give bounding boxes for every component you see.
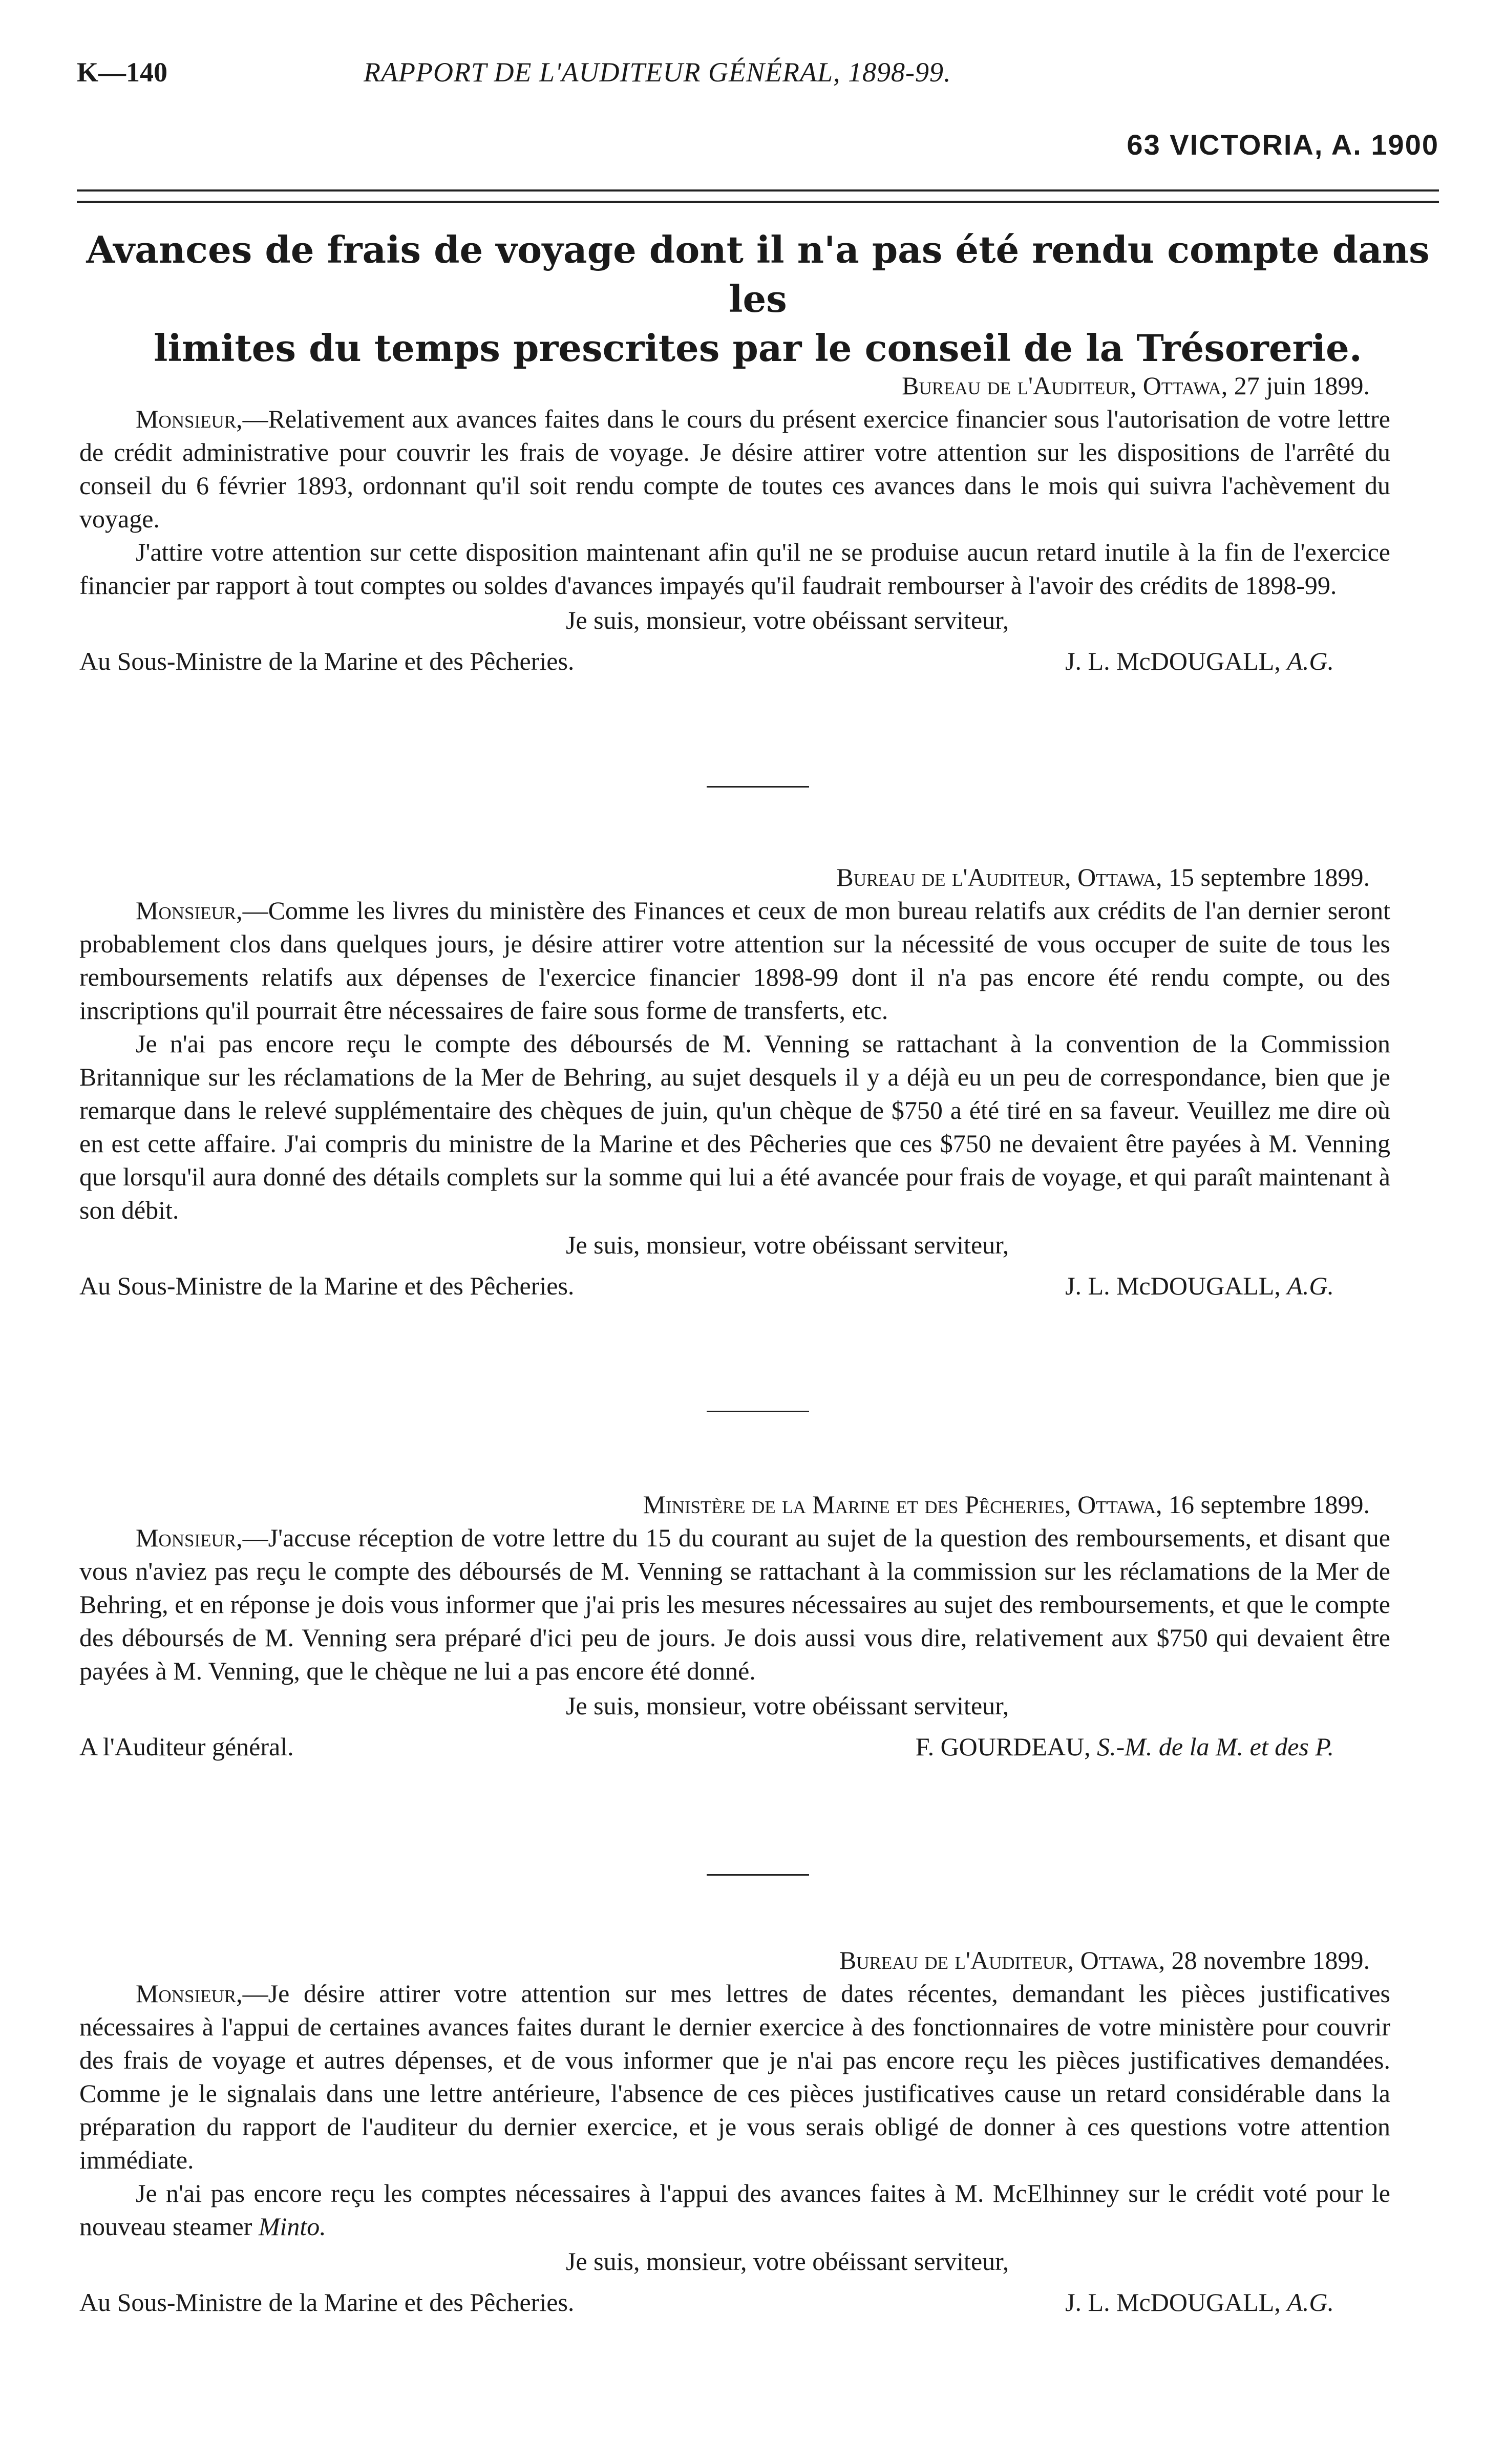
letter-paragraph: Je n'ai pas encore reçu le compte des déboursés de M. Venning se rattachant à la convention de la Commission Britannique sur les réclamations de la Mer de Behring, au sujet desquels il y a déjà eu un peu de correspondance, bien que je remarque dans le relevé supplémentaire des chèques de juin, qu'un chèque de $750 a été tiré en sa faveur. Veuillez me dire où en est cette affaire. J'ai compris du ministre de la Marine et des Pêcheries que ces $750 ne devaient être payées à M. Venning que lorsqu'il aura donné des détails complets sur la somme qui lui a été avancée pour frais de voyage, et qui paraît maintenant à son débit.: [79, 1029, 1390, 1224]
letter-paragraph: [79, 1977, 1390, 2177]
letter-closing: Je suis, monsieur, votre obéissant serviteur,: [566, 2247, 1009, 2276]
letter-salutation: Monsieur,: [136, 1979, 243, 2008]
letter-office: Bureau de l'Auditeur,: [839, 1946, 1074, 1974]
signature-title: S.-M. de la M. et des P.: [1097, 1732, 1334, 1761]
letter-dateline: [79, 860, 1390, 894]
letter-paragraph: J'attire votre attention sur cette disposition maintenant afin qu'il ne se produise aucun retard inutile à la fin de l'exercice financier par rapport à tout comptes ou soldes d'avances impayés qu'il faudrait rembourser à l'avoir des crédits de 1898-99.: [79, 538, 1390, 600]
section-title-line-2: limites du temps prescrites par le conseil de la Trésorerie.: [154, 326, 1362, 370]
letter-salutation: Monsieur,: [136, 1523, 243, 1552]
letter-paragraph-text: —Je désire attirer votre attention sur mes lettres de dates récentes, demandant les pièces justificatives nécessaires à l'appui de certaines avances faites durant le dernier exercice à des fonctionnaires de votre ministère pour couvrir des frais de voyage et autres dépenses, et de vous informer que je n'ai pas encore reçu les pièces justificatives demandées. Comme je le signalais dans une lettre antérieure, l'absence de ces pièces justificatives cause un retard considérable dans la préparation du rapport de l'auditeur du dernier exercice, et je vous serais obligé de donner à ces questions votre attention immédiate.: [79, 1979, 1390, 2174]
signature-name: J. L. McDOUGALL,: [1065, 1271, 1281, 1300]
letter-dateline: [79, 1488, 1390, 1521]
signature-name: F. GOURDEAU,: [915, 1732, 1091, 1761]
steamer-name: Minto.: [258, 2212, 326, 2241]
letter-date: 15 septembre 1899.: [1169, 863, 1370, 891]
header-rule-top: [77, 189, 1439, 192]
section-title: [77, 225, 1439, 373]
letter-office: Bureau de l'Auditeur,: [902, 371, 1137, 400]
letter-addressee: A l'Auditeur général.: [79, 1732, 294, 1761]
letter-4: [79, 1943, 1390, 2328]
letter-date: 27 juin 1899.: [1234, 371, 1370, 400]
letter-signature: [1065, 646, 1334, 676]
letter-signature: [1065, 2287, 1334, 2317]
letter-addressee: Au Sous-Ministre de la Marine et des Pêcheries.: [79, 2288, 575, 2317]
letter-separator: [707, 1874, 809, 1876]
letter-footer: [79, 646, 1390, 687]
letter-dateline: [79, 369, 1390, 402]
letter-addressee: Au Sous-Ministre de la Marine et des Pêcheries.: [79, 647, 575, 675]
header-rule-bottom: [77, 201, 1439, 203]
page-header: [77, 56, 1439, 161]
signature-name: J. L. McDOUGALL,: [1065, 647, 1281, 675]
letter-signature: [916, 1732, 1334, 1761]
letter-paragraph: [79, 894, 1390, 1027]
letter-place: Ottawa,: [1077, 863, 1162, 891]
letter-footer: [79, 1271, 1390, 1312]
letter-2: [79, 860, 1390, 1312]
letter-separator: [707, 1411, 809, 1412]
letter-1: [79, 369, 1390, 687]
letter-date: 16 septembre 1899.: [1169, 1490, 1370, 1519]
letter-place: Ottawa,: [1077, 1490, 1162, 1519]
letter-salutation: Monsieur,: [136, 405, 243, 433]
letter-date: 28 novembre 1899.: [1171, 1946, 1370, 1974]
letter-salutation: Monsieur,: [136, 896, 243, 925]
page-number: K—140: [77, 57, 168, 88]
letter-addressee: Au Sous-Ministre de la Marine et des Pêcheries.: [79, 1271, 575, 1300]
section-title-line-1: Avances de frais de voyage dont il n'a pas été rendu compte dans les: [86, 228, 1430, 321]
letter-dateline: [79, 1943, 1390, 1977]
letter-place: Ottawa,: [1142, 371, 1228, 400]
letter-signature: [1065, 1271, 1334, 1301]
letter-paragraph: [79, 1521, 1390, 1688]
letter-office: Ministère de la Marine et des Pêcheries,: [643, 1490, 1071, 1519]
signature-name: J. L. McDOUGALL,: [1065, 2288, 1281, 2317]
session-label: 63 VICTORIA, A. 1900: [1127, 129, 1439, 161]
signature-title: A.G.: [1287, 647, 1334, 675]
letter-place: Ottawa,: [1080, 1946, 1165, 1974]
letter-paragraph-text: —Relativement aux avances faites dans le cours du présent exercice financier sous l'autorisation de votre lettre de crédit administrative pour couvrir les frais de voyage. Je désire attirer votre attention sur les dispositions de l'arrêté du conseil du 6 février 1893, ordonnant qu'il soit rendu compte de toutes ces avances dans le mois qui suivra l'achèvement du voyage.: [79, 405, 1390, 533]
letter-footer: [79, 2287, 1390, 2328]
letter-closing: Je suis, monsieur, votre obéissant serviteur,: [566, 1691, 1009, 1720]
letter-3: [79, 1488, 1390, 1773]
letter-closing: Je suis, monsieur, votre obéissant serviteur,: [566, 606, 1009, 634]
letter-footer: [79, 1732, 1390, 1773]
letter-paragraph: [79, 402, 1390, 536]
letter-paragraph-text: —J'accuse réception de votre lettre du 15 du courant au sujet de la question des remboursements, et disant que vous n'aviez pas reçu le compte des déboursés de M. Venning se rattachant à la commission sur les réclamations de la Mer de Behring, et en réponse je dois vous informer que j'ai pris les mesures nécessaires au sujet des remboursements, et que le compte des déboursés de M. Venning sera préparé d'ici peu de jours. Je dois aussi vous dire, relativement aux $750 qui devaient être payées à M. Venning, que le chèque ne lui a pas encore été donné.: [79, 1523, 1390, 1685]
letter-separator: [707, 786, 809, 788]
letter-paragraph-text: Je n'ai pas encore reçu les comptes nécessaires à l'appui des avances faites à M. McElhinney sur le crédit voté pour le nouveau steamer: [79, 2179, 1390, 2241]
letter-paragraph-text: —Comme les livres du ministère des Finances et ceux de mon bureau relatifs aux crédits de l'an dernier seront probablement clos dans quelques jours, je désire attirer votre attention sur la nécessité de vous occuper de suite de tous les remboursements relatifs aux dépenses de l'exercice financier 1898-99 dont il n'a pas encore été rendu compte, ou des inscriptions qu'il pourrait être nécessaires de faire sous forme de transferts, etc.: [79, 896, 1390, 1025]
running-title: RAPPORT DE L'AUDITEUR GÉNÉRAL, 1898-99.: [364, 57, 951, 88]
signature-title: A.G.: [1287, 1271, 1334, 1300]
letter-office: Bureau de l'Auditeur,: [836, 863, 1071, 891]
letter-paragraph: [79, 2177, 1390, 2243]
signature-title: A.G.: [1287, 2288, 1334, 2317]
letter-closing: Je suis, monsieur, votre obéissant serviteur,: [566, 1230, 1009, 1259]
